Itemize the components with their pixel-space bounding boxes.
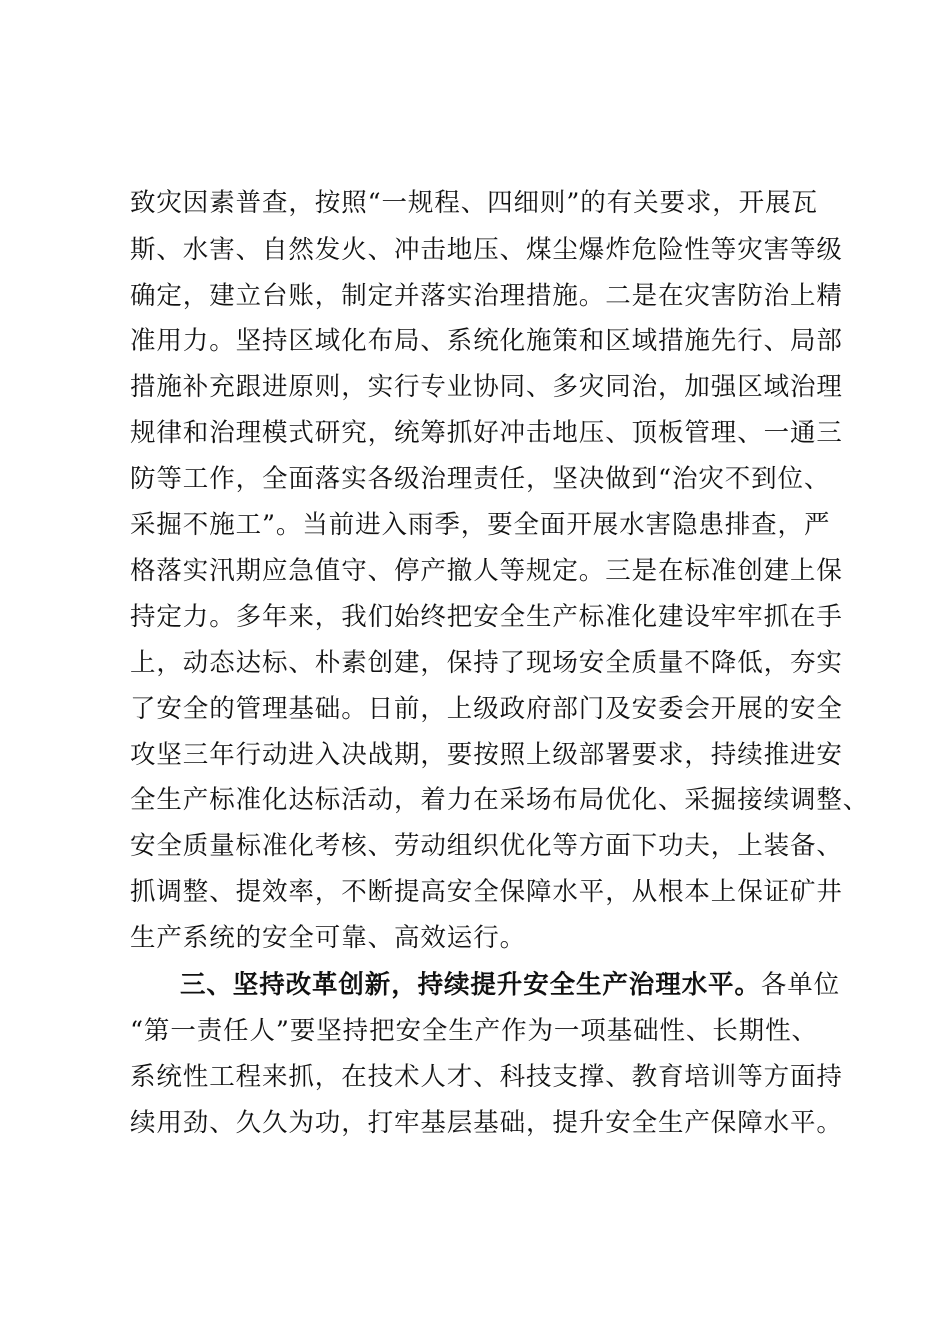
paragraph-line: 确定，建立台账，制定并落实治理措施。二是在灾害防治上精 [130, 281, 843, 311]
paragraph-line: 续用劲、久久为功，打牢基层基础，提升安全生产保障水平。 [130, 1108, 843, 1138]
section-heading: 三、坚持改革创新，持续提升安全生产治理水平。 [180, 970, 761, 1000]
section-heading-tail: 各单位 [760, 970, 841, 1000]
paragraph-line: 准用力。坚持区域化布局、系统化施策和区域措施先行、局部 [130, 326, 843, 356]
paragraph-line: 致灾因素普查，按照“一规程、四细则”的有关要求，开展瓦 [130, 188, 818, 218]
paragraph-line: “第一责任人”要坚持把安全生产作为一项基础性、长期性、 [130, 1016, 818, 1046]
paragraph-line: 生产系统的安全可靠、高效运行。 [130, 923, 527, 953]
paragraph-line: 抓调整、提效率，不断提高安全保障水平，从根本上保证矿井 [130, 877, 843, 907]
paragraph-line: 格落实汛期应急值守、停产撤人等规定。三是在标准创建上保 [130, 556, 843, 586]
paragraph-line: 了安全的管理基础。日前，上级政府部门及安委会开展的安全 [130, 694, 843, 724]
paragraph-line: 安全质量标准化考核、劳动组织优化等方面下功夫，上装备、 [130, 831, 843, 861]
section-heading-line [180, 965, 860, 1005]
paragraph-line: 规律和治理模式研究，统筹抓好冲击地压、顶板管理、一通三 [130, 418, 843, 448]
paragraph-line: 持定力。多年来，我们始终把安全生产标准化建设牢牢抓在手 [130, 602, 843, 632]
paragraph-line: 全生产标准化达标活动，着力在采场布局优化、采掘接续调整、 [130, 785, 870, 815]
paragraph-line: 上，动态达标、朴素创建，保持了现场安全质量不降低，夯实 [130, 648, 843, 678]
paragraph-line: 防等工作，全面落实各级治理责任，坚决做到“治灾不到位、 [130, 464, 831, 494]
paragraph-line: 措施补充跟进原则，实行专业协同、多灾同治，加强区域治理 [130, 372, 843, 402]
paragraph-line: 斯、水害、自然发火、冲击地压、煤尘爆炸危险性等灾害等级 [130, 235, 843, 265]
paragraph-line: 攻坚三年行动进入决战期，要按照上级部署要求，持续推进安 [130, 740, 843, 770]
paragraph-line: 采掘不施工”。当前进入雨季，要全面开展水害隐患排查，严 [130, 510, 831, 540]
paragraph-line: 系统性工程来抓，在技术人才、科技支撑、教育培训等方面持 [130, 1062, 843, 1092]
